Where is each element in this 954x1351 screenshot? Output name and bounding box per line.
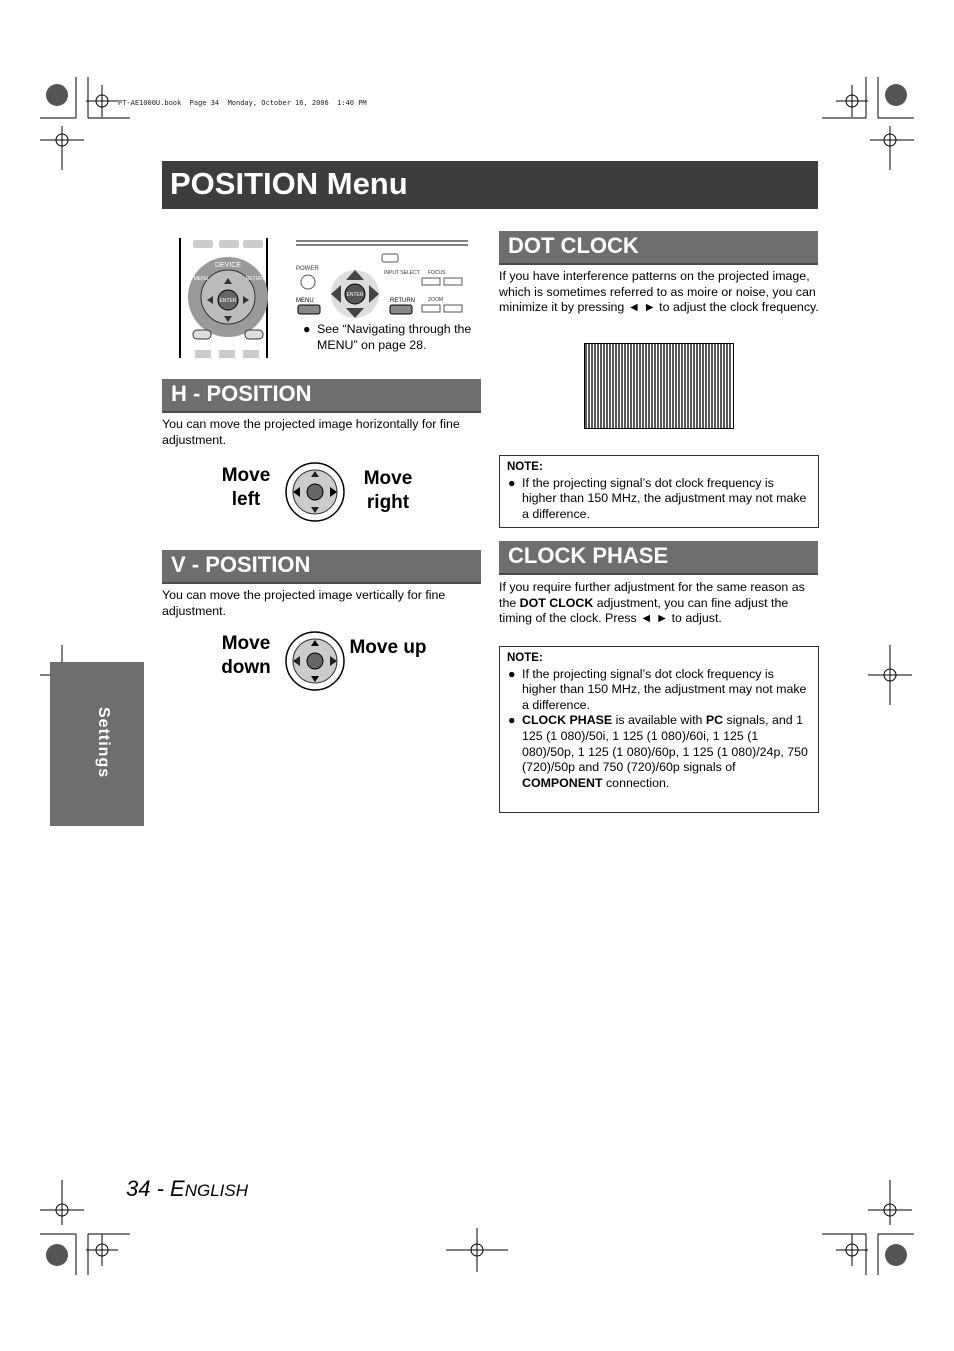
h-position-heading: H - POSITION <box>171 381 312 406</box>
bullet-icon: ● <box>303 322 311 336</box>
print-header: PT-AE1000U.book Page 34 Monday, October 16, 2006 1:40 PM <box>118 99 367 107</box>
remote-return-ring-label: RETURN <box>245 276 267 282</box>
bullet-icon: ● <box>508 475 516 490</box>
moire-pattern-image <box>584 343 734 429</box>
settings-side-tab <box>50 662 144 826</box>
note-text-part: is available with <box>612 713 706 728</box>
move-right-label: Move right <box>363 468 413 513</box>
dot-clock-text: If you have interference patterns on the projected image, which is sometimes referred to as moire or noise, you can minimize it by pressing ◄ ► to adjust the clock frequency. <box>499 269 819 315</box>
v-position-heading: V - POSITION <box>171 552 311 577</box>
note-text-part: connection. <box>602 775 670 790</box>
enter-label: ENTER <box>219 298 237 304</box>
page-footer <box>126 1176 248 1202</box>
input-select-label: INPUT SELECT <box>384 270 420 276</box>
focus-label: FOCUS <box>428 270 446 276</box>
clock-phase-text-part: adjustment, you can fine adjust the timing of the clock. Press ◄ ► to adjust. <box>499 595 789 626</box>
bullet-icon: ● <box>508 666 516 681</box>
move-down-label: Move down <box>221 633 271 678</box>
h-position-text: You can move the projected image horizontally for fine adjustment. <box>162 417 460 447</box>
clock-phase-text <box>499 580 819 627</box>
note-bold: CLOCK PHASE <box>522 713 613 728</box>
panel-menu-label: MENU <box>296 298 314 304</box>
remote-note <box>302 322 487 353</box>
v-position-heading-bar <box>162 550 481 584</box>
remote-note-text: See “Navigating through the MENU” on page 28. <box>317 322 472 352</box>
control-panel-illustration <box>294 238 470 320</box>
v-position-text: You can move the projected image vertically for fine adjustment. <box>162 588 446 618</box>
note-item <box>507 476 811 523</box>
side-tab-label: Settings <box>95 707 112 779</box>
panel-enter-label: ENTER <box>346 292 364 298</box>
h-direction-pad-icon <box>284 461 346 523</box>
note-item <box>507 713 811 791</box>
page-number: 34 - E <box>126 1176 185 1201</box>
v-direction-pad-icon <box>284 630 346 692</box>
clock-phase-text-part: If you require further adjustment for the same reason as the <box>499 580 805 610</box>
power-label: POWER <box>296 266 319 272</box>
note-bold: PC <box>705 713 724 728</box>
panel-return-label: RETURN <box>390 298 415 304</box>
note-item-text: If the projecting signal’s dot clock frequency is higher than 150 MHz, the adjustment may not make a difference. <box>522 475 807 521</box>
footer-language: NGLISH <box>184 1181 248 1200</box>
note-text-part: signals, and 1 125 (1 080)/50i, 1 125 (1 080)/60i, 1 125 (1 080)/50p, 1 125 (1 080)/60p, 1 125 (1 080)/24p, 750 (720)/50p and 750 (720)/60p signals of <box>522 713 808 775</box>
note-bold: COMPONENT <box>522 775 603 790</box>
clock-phase-heading: CLOCK PHASE <box>508 543 669 568</box>
remote-illustration <box>179 238 269 358</box>
note-title: NOTE: <box>507 652 543 664</box>
clock-phase-note <box>499 646 819 813</box>
device-label: DEVICE <box>214 262 242 269</box>
title-bar <box>162 161 818 209</box>
h-position-heading-bar <box>162 379 481 413</box>
note-title: NOTE: <box>507 461 543 473</box>
move-up-label: Move up <box>349 637 427 658</box>
remote-menu-ring-label: MENU <box>193 276 209 282</box>
page-title: POSITION Menu <box>170 166 408 201</box>
dot-clock-heading: DOT CLOCK <box>508 233 639 258</box>
bullet-icon: ● <box>508 713 516 728</box>
clock-phase-heading-bar <box>499 541 818 575</box>
clock-phase-text-bold: DOT CLOCK <box>519 595 594 610</box>
note-item-text: If the projecting signal’s dot clock frequency is higher than 150 MHz, the adjustment may not make a difference. <box>522 666 807 712</box>
note-item <box>507 667 811 714</box>
move-left-label: Move left <box>221 465 271 510</box>
zoom-label: ZOOM <box>428 297 443 303</box>
dot-clock-note <box>499 455 819 528</box>
dot-clock-heading-bar <box>499 231 818 265</box>
